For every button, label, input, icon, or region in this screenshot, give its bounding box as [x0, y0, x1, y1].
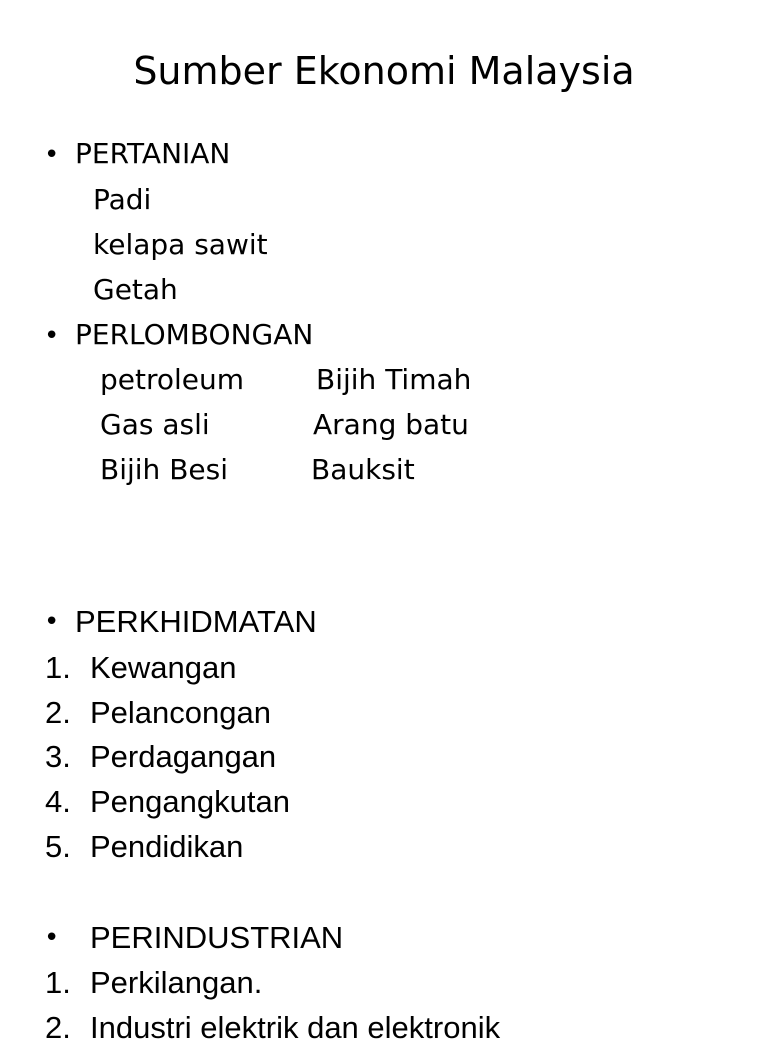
list-item: Pendidikan	[90, 829, 244, 864]
list-item: kelapa sawit	[93, 228, 268, 261]
list-item: Pelancongan	[90, 695, 271, 730]
list-item: Bijih Besi	[100, 453, 228, 486]
list-number: 5.	[45, 829, 71, 864]
list-number: 2.	[45, 1010, 71, 1045]
list-item: Padi	[93, 183, 152, 216]
list-item: Perdagangan	[90, 739, 277, 774]
list-number: 1.	[45, 965, 71, 1000]
list-number: 1.	[45, 650, 71, 685]
list-item: Bauksit	[311, 453, 415, 486]
list-item: Gas asli	[100, 408, 210, 441]
list-number: 3.	[45, 739, 71, 774]
list-item: Perkilangan.	[90, 965, 263, 1000]
bullet: •	[44, 140, 60, 170]
list-item: Industri elektrik dan elektronik	[90, 1010, 501, 1045]
list-item: Getah	[93, 273, 178, 306]
list-item: petroleum	[100, 363, 245, 396]
bullet: •	[44, 607, 60, 637]
list-number: 2.	[45, 695, 71, 730]
section-heading: PERKHIDMATAN	[75, 604, 317, 639]
section-heading: PERLOMBONGAN	[75, 318, 314, 351]
list-item: Kewangan	[90, 650, 237, 685]
section-heading: PERINDUSTRIAN	[90, 920, 344, 955]
bullet: •	[44, 923, 60, 953]
bullet: •	[44, 321, 60, 351]
page-title: Sumber Ekonomi Malaysia	[133, 49, 635, 93]
list-item: Bijih Timah	[316, 363, 472, 396]
list-item: Pengangkutan	[90, 784, 290, 819]
section-heading: PERTANIAN	[75, 137, 231, 170]
list-item: Arang batu	[313, 408, 469, 441]
list-number: 4.	[45, 784, 71, 819]
